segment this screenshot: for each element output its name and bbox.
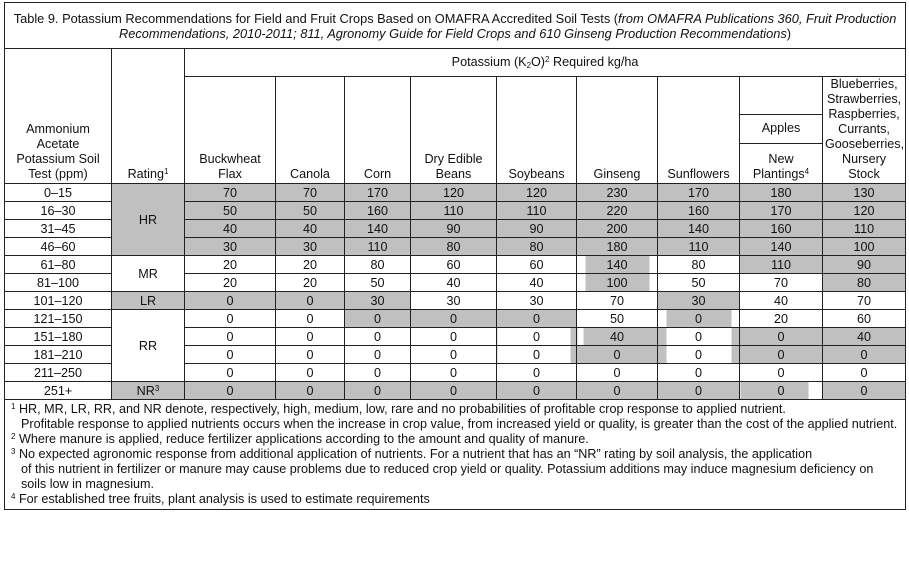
table-cell: 220 — [577, 202, 658, 220]
table-cell: 0 — [577, 364, 658, 382]
table-cell: 0 — [411, 328, 497, 346]
col-header-sunflowers: Sunflowers — [658, 77, 740, 184]
table-cell: 0 — [740, 346, 823, 364]
table-cell: 0 — [823, 382, 906, 400]
soil-test-range: 181–210 — [5, 346, 112, 364]
table-cell: 120 — [411, 184, 497, 202]
table-cell: 30 — [276, 238, 345, 256]
table-cell: 70 — [577, 292, 658, 310]
table-cell: 0 — [411, 382, 497, 400]
rating-rr: RR — [112, 310, 185, 382]
table-cell: 0 — [185, 328, 276, 346]
table-cell: 0 — [345, 328, 411, 346]
col-header-ginseng: Ginseng — [577, 77, 658, 184]
table-cell: 0 — [185, 292, 276, 310]
table-cell: 0 — [185, 382, 276, 400]
table-cell: 20 — [740, 310, 823, 328]
table-cell: 80 — [345, 256, 411, 274]
table-cell: 90 — [411, 220, 497, 238]
table-footnotes — [5, 400, 906, 510]
soil-test-range: 31–45 — [5, 220, 112, 238]
table-cell: 0 — [658, 364, 740, 382]
table-cell: 60 — [823, 310, 906, 328]
table-cell: 0 — [276, 310, 345, 328]
table-cell: 0 — [276, 292, 345, 310]
table-cell: 0 — [497, 310, 577, 328]
table-cell: 90 — [823, 256, 906, 274]
rating-hr: HR — [112, 184, 185, 256]
table-cell: 0 — [185, 364, 276, 382]
footnote-1: $^1$ HR, MR, LR, RR, and NR denote, respectively, high, medium, low, rare and no probabilities of profitable crop response to applied nutrient. — [11, 402, 786, 416]
table-cell: 0 — [411, 364, 497, 382]
col-header-new-plantings: New Plantings$^4$ — [740, 143, 823, 183]
table-cell: 40 — [740, 292, 823, 310]
table-cell: 20 — [276, 256, 345, 274]
table-cell: 140 — [345, 220, 411, 238]
table-cell: 0 — [823, 364, 906, 382]
potassium-required-header: Potassium $(K_2O)^2$ Required kg/ha — [185, 49, 906, 77]
table-cell: 70 — [740, 274, 823, 292]
col-header-buckwheat-flax: Buckwheat Flax — [185, 77, 276, 184]
soil-test-range: 81–100 — [5, 274, 112, 292]
table-cell: 30 — [411, 292, 497, 310]
soil-test-range: 61–80 — [5, 256, 112, 274]
table-row — [5, 382, 906, 400]
table-cell: 0 — [497, 346, 577, 364]
table-cell: 140 — [740, 238, 823, 256]
table-cell: 0 — [577, 346, 658, 364]
table-cell: 40 — [577, 328, 658, 346]
table-cell: 110 — [658, 238, 740, 256]
rating-lr: LR — [112, 292, 185, 310]
table-cell: 70 — [276, 184, 345, 202]
footnote-2: $^2$ Where manure is applied, reduce fertilizer applications according to the amount and quality of manure. — [11, 432, 589, 446]
table-cell: 80 — [823, 274, 906, 292]
table-cell: 110 — [497, 202, 577, 220]
table-cell: 160 — [740, 220, 823, 238]
table-cell: 0 — [497, 328, 577, 346]
footnote-1-continued: Profitable response to applied nutrients occurs when the increase in crop value, from increased yield or quality, is greater than the cost of the applied nutrient. — [21, 417, 898, 431]
table-cell: 0 — [185, 346, 276, 364]
table-cell: 0 — [185, 310, 276, 328]
table-row — [5, 184, 906, 202]
soil-test-range: 16–30 — [5, 202, 112, 220]
table-cell: 50 — [345, 274, 411, 292]
col-header-canola: Canola — [276, 77, 345, 184]
table-cell: 140 — [658, 220, 740, 238]
table-cell: 170 — [345, 184, 411, 202]
table-cell: 40 — [185, 220, 276, 238]
table-cell: 90 — [497, 220, 577, 238]
table-cell: 0 — [276, 382, 345, 400]
table-cell: 0 — [740, 364, 823, 382]
table-cell: 60 — [497, 256, 577, 274]
table-cell: 40 — [497, 274, 577, 292]
table-cell: 0 — [497, 364, 577, 382]
table-cell: 0 — [276, 346, 345, 364]
table-cell: 40 — [276, 220, 345, 238]
soil-test-range: 211–250 — [5, 364, 112, 382]
table-cell: 0 — [740, 382, 823, 400]
table-cell: 140 — [577, 256, 658, 274]
table-cell: 20 — [185, 274, 276, 292]
col-header-berries-nursery: Blueberries, Strawberries, Raspberries, Currants, Gooseberries, Nursery Stock — [823, 77, 906, 184]
table-cell: 30 — [345, 292, 411, 310]
table-row — [5, 292, 906, 310]
col-header-dry-edible-beans: Dry Edible Beans — [411, 77, 497, 184]
table-cell: 120 — [497, 184, 577, 202]
table-cell: 20 — [276, 274, 345, 292]
table-cell: 230 — [577, 184, 658, 202]
table-cell: 0 — [345, 382, 411, 400]
table-cell: 180 — [577, 238, 658, 256]
table-cell: 0 — [658, 382, 740, 400]
soil-test-range: 121–150 — [5, 310, 112, 328]
rating-header: Rating$^1$ — [112, 49, 185, 184]
table-cell: 120 — [823, 202, 906, 220]
rating-mr: MR — [112, 256, 185, 292]
table-cell: 0 — [345, 346, 411, 364]
table-cell: 0 — [276, 364, 345, 382]
table-cell: 0 — [740, 328, 823, 346]
table-row — [5, 256, 906, 274]
table-cell: 130 — [823, 184, 906, 202]
soil-test-range: 101–120 — [5, 292, 112, 310]
table-cell: 20 — [185, 256, 276, 274]
soil-test-range: 251+ — [5, 382, 112, 400]
table-cell: 60 — [411, 256, 497, 274]
table-cell: 0 — [658, 310, 740, 328]
table-title: Table 9. Potassium Recommendations for Field and Fruit Crops Based on OMAFRA Accredited Soil Tests (from OMAFRA Publications 360, Fruit Production Recommendations, 2010-2011; 811, Agronomy Guide for Field Crops and 610 Ginseng Production Recommendations) — [5, 3, 906, 49]
table-cell: 160 — [345, 202, 411, 220]
table-cell: 180 — [740, 184, 823, 202]
potassium-recommendations-table — [4, 2, 906, 510]
table-cell: 0 — [577, 382, 658, 400]
table-cell: 100 — [577, 274, 658, 292]
table-cell: 100 — [823, 238, 906, 256]
table-cell: 0 — [345, 310, 411, 328]
soil-test-range: 151–180 — [5, 328, 112, 346]
table-cell: 160 — [658, 202, 740, 220]
table-cell: 80 — [411, 238, 497, 256]
table-cell: 30 — [497, 292, 577, 310]
soil-test-header: Ammonium Acetate Potassium Soil Test (ppm) — [5, 49, 112, 184]
table-cell: 110 — [345, 238, 411, 256]
table-cell: 50 — [577, 310, 658, 328]
table-cell: 170 — [658, 184, 740, 202]
table-cell: 110 — [411, 202, 497, 220]
soil-test-range: 0–15 — [5, 184, 112, 202]
table-cell: 80 — [658, 256, 740, 274]
table-cell: 0 — [411, 346, 497, 364]
footnote-4: $^4$ For established tree fruits, plant analysis is used to estimate requirements — [11, 492, 430, 506]
table-cell: 30 — [658, 292, 740, 310]
table-cell: 0 — [658, 328, 740, 346]
rating-nr: $NR^3$ — [112, 382, 185, 400]
table-cell: 0 — [411, 310, 497, 328]
table-cell: 0 — [823, 346, 906, 364]
table-cell: 80 — [497, 238, 577, 256]
table-cell: 170 — [740, 202, 823, 220]
table-cell: 40 — [411, 274, 497, 292]
table-row — [5, 310, 906, 328]
table-cell: 40 — [823, 328, 906, 346]
apples-header: Apples — [740, 114, 823, 143]
table-cell: 50 — [276, 202, 345, 220]
table-cell: 110 — [740, 256, 823, 274]
col-header-corn: Corn — [345, 77, 411, 184]
table-cell: 70 — [185, 184, 276, 202]
footnote-3-continued: of this nutrient in fertilizer or manure may cause problems due to reduced crop yield or quality. Potassium additions may induce magnesium deficiency on soils low in magnesium. — [21, 462, 874, 491]
table-cell: 50 — [185, 202, 276, 220]
table-cell: 0 — [276, 328, 345, 346]
table-cell: 0 — [658, 346, 740, 364]
table-cell: 50 — [658, 274, 740, 292]
table-cell: 0 — [497, 382, 577, 400]
table-cell: 110 — [823, 220, 906, 238]
footnote-3: $^3$ No expected agronomic response from additional application of nutrients. For a nutrient that has an “NR” rating by soil analysis, the application — [11, 447, 813, 461]
table-cell: 200 — [577, 220, 658, 238]
table-cell: 30 — [185, 238, 276, 256]
table-cell: 70 — [823, 292, 906, 310]
soil-test-range: 46–60 — [5, 238, 112, 256]
col-header-soybeans: Soybeans — [497, 77, 577, 184]
table-cell: 0 — [345, 364, 411, 382]
